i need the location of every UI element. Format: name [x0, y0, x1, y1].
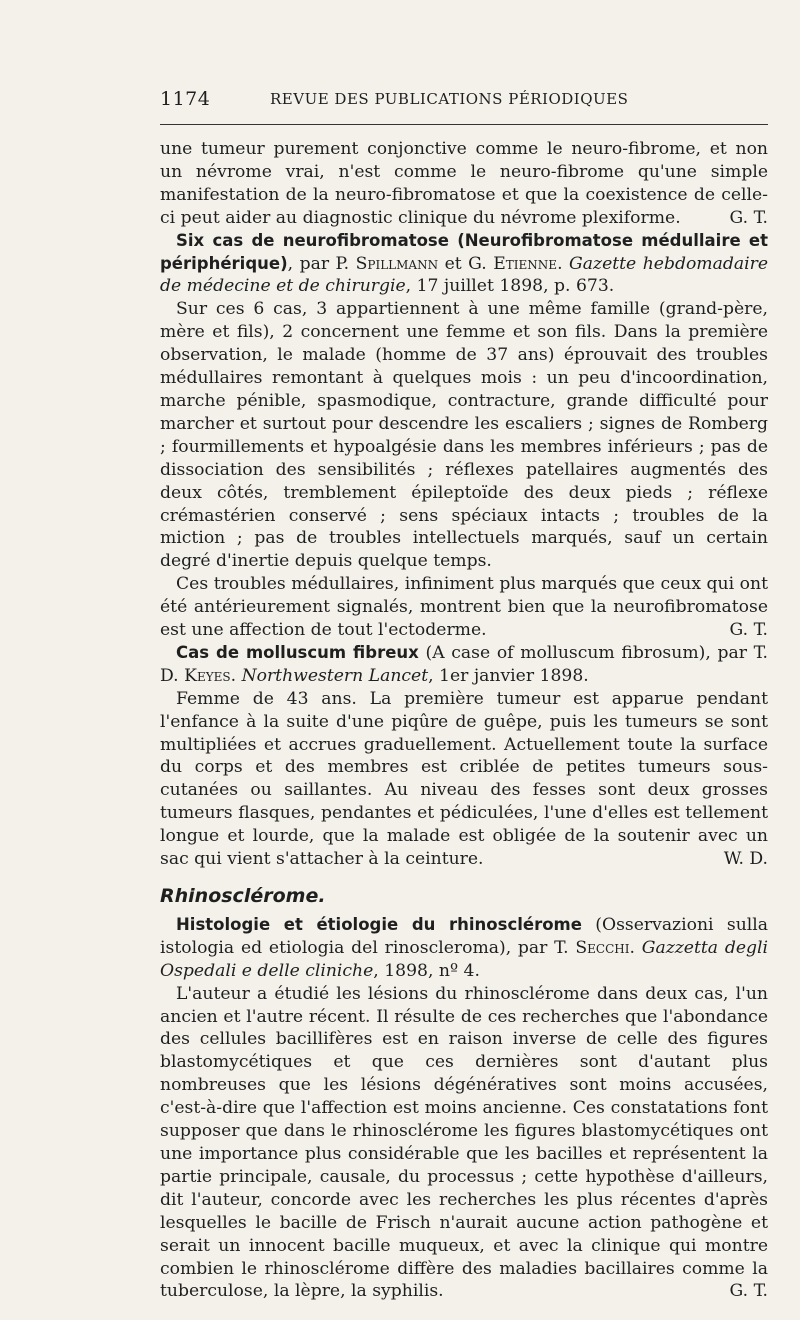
article1-title: Six cas de neurofibromatose (Neurofibromatose médullaire et périphérique) [160, 230, 768, 273]
article1-journal: Gazette hebdomadaire de médecine et de chirurgie [160, 253, 768, 297]
article2-author: Keyes [184, 665, 231, 686]
article3-title: Histologie et étiologie du rhinosclérome [176, 914, 582, 934]
article1-author2: Etienne [493, 253, 558, 274]
article2-heading [160, 642, 768, 688]
article1-para2 [160, 573, 768, 642]
article2-journal: Northwestern Lancet [241, 665, 429, 686]
article1-heading [160, 230, 768, 299]
article2-title: Cas de molluscum fibreux [176, 642, 419, 662]
intro-paragraph [160, 138, 768, 230]
article2-orig: (A case of molluscum fibrosum), par T. D. [160, 642, 769, 686]
article3-dot: . [629, 937, 642, 958]
article3-para1-text: L'auteur a étudié les lésions du rhinosclérome dans deux cas, l'un ancien et l'autre récent. Il résulte de ces recherches que l'abondance des cellules bacillifères est en raison inverse de celle des figures blastomycétiques et que ces dernières sont d'autant plus nombreuses que les lésions dégénératives sont moins accusées, c'est-à-dire que l'affection est moins ancienne. Ces constatations font supposer que dans le rhinosclérome les figures blastomycétiques ont une importance plus considérable que les bacilles et représentent la partie principale, causale, du processus ; cette hypothèse d'ailleurs, dit l'auteur, concorde avec les recherches les plus récentes d'après lesquelles le bacille de Frisch n'aurait aucune action pathogène et serait un innocent bacille muqueux, et avec la clinique qui montre combien le rhinosclérome diffère des maladies bacillaires comme la tuberculose, la lèpre, la syphilis. [160, 983, 768, 1302]
running-title: REVUE DES PUBLICATIONS PÉRIODIQUES [270, 90, 629, 108]
article3-journal: Gazzetta degli Ospedali e delle cliniche [160, 937, 768, 981]
article1-initials: G. T. [729, 620, 768, 641]
article1-para2-text: Ces troubles médullaires, infiniment plus marqués que ceux qui ont été antérieurement signalés, montrent bien que la neurofibromatose est une affection de tout l'ectoderme. [160, 574, 768, 641]
page-number: 1174 [160, 88, 211, 110]
article3-initials: G. T. [729, 1281, 768, 1302]
article1-ref: , 17 juillet 1898, p. 673. [405, 276, 615, 297]
article3-orig: (Osservazioni sulla istologia ed etiologia del rinoscleroma), par T. [160, 914, 768, 958]
section-title: Rhinosclérome. [160, 885, 326, 907]
article3-para1 [160, 983, 768, 1304]
running-header [160, 84, 768, 114]
intro-initials: G. T. [729, 207, 768, 228]
body-text [160, 138, 768, 1303]
article2-para1 [160, 688, 768, 871]
article3-heading [160, 914, 768, 983]
article1-para1: Sur ces 6 cas, 3 appartiennent à une même famille (grand-père, mère et fils), 2 concernent une femme et son fils. Dans la première observation, le malade (homme de 37 ans) éprouvait des troubles médullaires remontant à quelques mois : un peu d'incoordination, marche pénible, spasmodique, contracture, grande difficulté pour marcher et surtout pour descendre les escaliers ; signes de Romberg ; fourmillements et hypoalgésie dans les membres inférieurs ; pas de dissociation des sensibilités ; réflexes patellaires augmentés des deux côtés, tremblement épileptoïde des deux pieds ; réflexe crémastérien conservé ; sens spéciaux intacts ; troubles de la miction ; pas de troubles intellectuels marqués, sauf un certain degré d'inertie depuis quelque temps. [160, 299, 768, 572]
article1-author1: Spillmann [355, 253, 439, 274]
article1-by: , par P. [287, 253, 356, 274]
article1-and: et G. [438, 253, 494, 274]
article2-initials: W. D. [723, 849, 768, 870]
article2-para1-text: Femme de 43 ans. La première tumeur est apparue pendant l'enfance à la suite d'une piqûre de guêpe, puis les tumeurs se sont multipliées et accrues graduellement. Actuellement toute la surface du corps et des membres est criblée de petites tumeurs sous-cutanées ou saillantes. Au niveau des fesses sont deux grosses tumeurs flasques, pendantes et pédiculées, l'une d'elles est tellement longue et lourde, que la malade est obligée de la soutenir avec un sac qui vient s'attacher à la ceinture. [160, 688, 768, 870]
intro-text: une tumeur purement conjonctive comme le neuro-fibrome, et non un névrome vrai, n'est comme le neuro-fibrome qu'une simple manifestation de la neuro-fibromatose et que la coexistence de celle-ci peut aider au diagnostic clinique du névrome plexiforme. [160, 139, 768, 228]
article2-dot: . [230, 665, 242, 686]
article2-ref: , 1er janvier 1898. [428, 665, 589, 686]
article3-author: Secchi [575, 937, 630, 958]
header-rule [160, 124, 768, 125]
article1-dot: . [557, 253, 570, 274]
article3-ref: , 1898, nº 4. [373, 960, 480, 981]
